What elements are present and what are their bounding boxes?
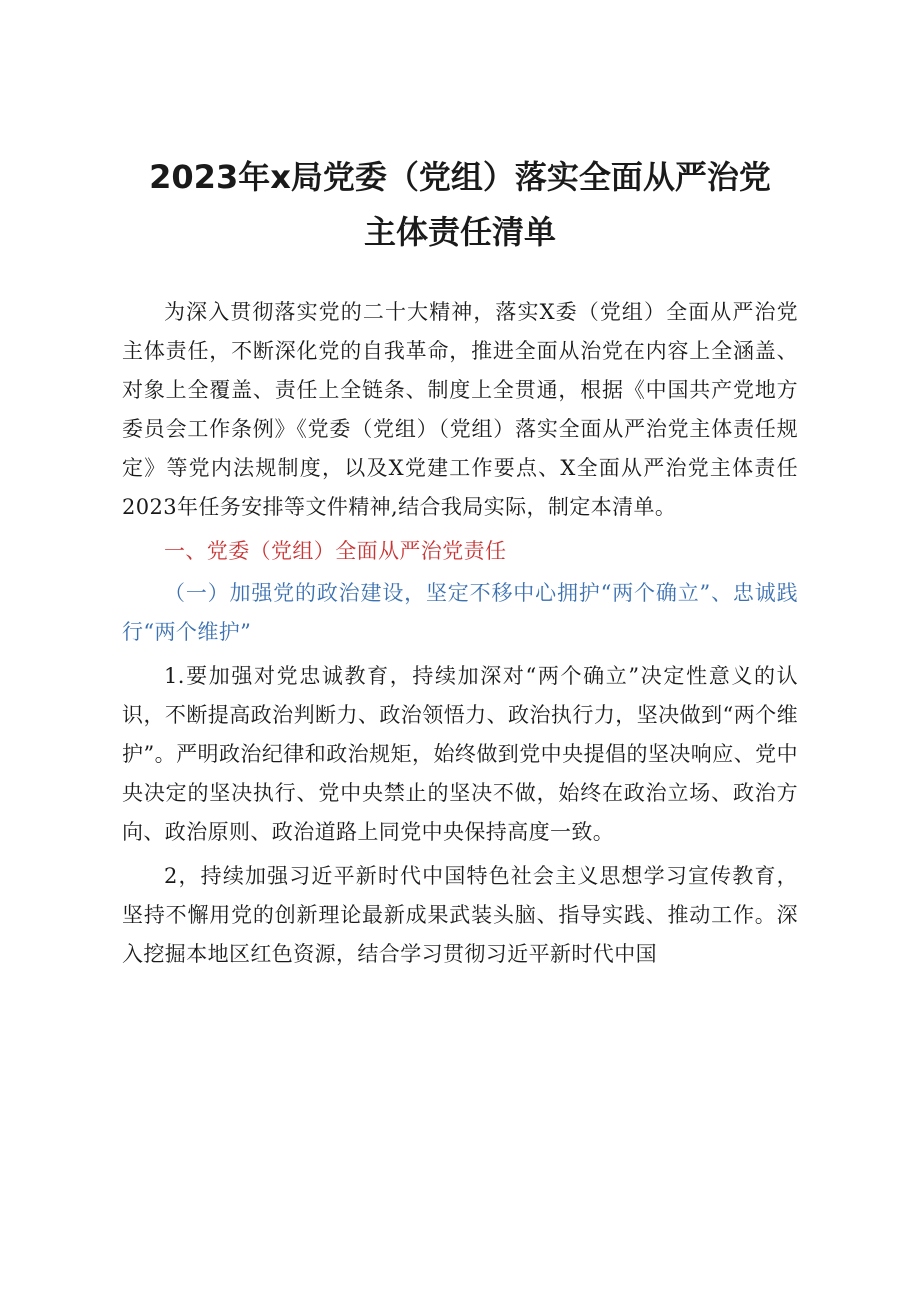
item-paragraph-1: 1.要加强对党忠诚教育，持续加深对“两个确立”决定性意义的认识，不断提高政治判断力、政治领悟力、政治执行力，坚决做到“两个维护”。严明政治纪律和政治规矩，始终做到党中央提倡的坚决响应、党中央决定的坚决执行、党中央禁止的坚决不做，始终在政治立场、政治方向、政治原则、政治道路上同党中央保持高度一致。 [122, 664, 798, 844]
intro-paragraph: 为深入贯彻落实党的二十大精神，落实X委（党组）全面从严治党主体责任，不断深化党的自我革命，推进全面从治党在内容上全涵盖、对象上全覆盖、责任上全链条、制度上全贯通，根据《中国共产党地方委员会工作条例》《党委（党组）（党组）落实全面从严治党主体责任规定》等党内法规制度，以及X党建工作要点、X全面从严治党主体责任2023年任务安排等文件精神,结合我局实际，制定本清单。 [122, 300, 798, 519]
section-heading: 一、党委（党组）全面从严治党责任 [164, 539, 507, 563]
subsection-heading: （一）加强党的政治建设，坚定不移中心拥护“两个确立”、忠诚践行“两个维护” [122, 581, 798, 644]
title-line-1: 2023年x局党委（党组）落实全面从严治党 [149, 158, 771, 196]
title-line-2: 主体责任清单 [363, 213, 556, 251]
document-title [120, 150, 800, 260]
item-paragraph-2: 2，持续加强习近平新时代中国特色社会主义思想学习宣传教育，坚持不懈用党的创新理论最新成果武装头脑、指导实践、推动工作。深入挖掘本地区红色资源，结合学习贯彻习近平新时代中国 [122, 864, 798, 966]
document-body [122, 293, 798, 979]
